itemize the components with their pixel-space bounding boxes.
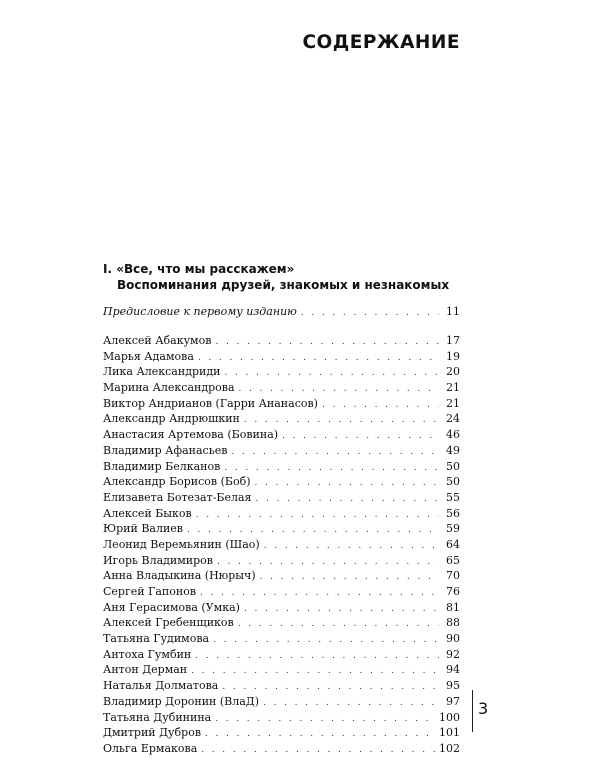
toc-entry[interactable] (103, 710, 460, 726)
toc-page-number: 102 (439, 741, 460, 755)
toc-page-number: 100 (439, 710, 460, 724)
toc-page-number: 59 (446, 522, 460, 536)
dot-leader (224, 366, 439, 382)
dot-leader (191, 664, 439, 680)
toc-entry-title: Антоха Гумбин (103, 647, 192, 661)
toc-page-number: 65 (446, 553, 460, 567)
toc-entry-title: Владимир Белканов (103, 459, 221, 473)
dot-leader (215, 335, 439, 351)
toc-entry-title: Наталья Долматова (103, 679, 219, 693)
toc-entry-title: Антон Дерман (103, 663, 188, 677)
toc-entry[interactable] (103, 537, 460, 553)
toc-page-number: 94 (446, 663, 460, 677)
dot-leader (231, 445, 439, 461)
dot-leader (322, 398, 439, 414)
toc-page-number: 95 (446, 679, 460, 693)
toc-page-number: 81 (446, 600, 460, 614)
toc-entry-title: Алексей Быков (103, 506, 192, 520)
dot-leader (196, 508, 439, 524)
dot-leader (263, 696, 439, 712)
toc-entry[interactable] (103, 490, 460, 506)
page-number: 3 (478, 699, 489, 718)
toc-entry-title: Александр Андрюшкин (103, 412, 240, 426)
toc-entry[interactable] (103, 647, 460, 663)
toc-entry-title: Елизавета Ботезат-Белая (103, 490, 252, 504)
toc-entry[interactable] (103, 694, 460, 710)
dot-leader (213, 633, 439, 649)
toc-page-number: 70 (446, 569, 460, 583)
toc-page-number: 56 (446, 506, 460, 520)
toc-entry-title: Виктор Андрианов (Гарри Ананасов) (103, 396, 318, 410)
dot-leader (195, 649, 439, 665)
toc-page-number: 11 (446, 305, 460, 318)
toc-entry[interactable] (103, 380, 460, 396)
toc-entry[interactable] (103, 662, 460, 678)
toc-page-number: 21 (446, 396, 460, 410)
toc-page-number: 46 (446, 428, 460, 442)
toc-entry-title: Татьяна Гудимова (103, 632, 210, 646)
page-title: СОДЕРЖАНИЕ (302, 32, 460, 53)
toc-page-number: 97 (446, 694, 460, 708)
toc-entry-title: Владимир Афанасьев (103, 443, 228, 457)
toc-entry-title: Лика Александриди (103, 365, 221, 379)
dot-leader (256, 492, 440, 508)
toc-entry[interactable] (103, 568, 460, 584)
toc-entry-title: Владимир Доронин (ВлаД) (103, 694, 260, 708)
dot-leader (264, 539, 439, 555)
dot-leader (238, 617, 439, 633)
toc-entry[interactable] (103, 725, 460, 741)
toc-entry-title: Юрий Валиев (103, 522, 183, 536)
toc-page-number: 88 (446, 616, 460, 630)
dot-leader (224, 461, 439, 477)
toc-page-number: 64 (446, 537, 460, 551)
toc-entry[interactable] (103, 443, 460, 459)
toc-page-number: 92 (446, 647, 460, 661)
toc-entry[interactable] (103, 349, 460, 365)
toc-entry-preface[interactable] (103, 305, 460, 320)
dot-leader (244, 602, 439, 618)
toc-entry-title: Татьяна Дубинина (103, 710, 212, 724)
toc-entry-title: Анастасия Артемова (Бовина) (103, 428, 279, 442)
toc-entry[interactable] (103, 584, 460, 600)
toc-entry[interactable] (103, 396, 460, 412)
dot-leader (260, 570, 439, 586)
toc-page-number: 50 (446, 475, 460, 489)
toc-entry[interactable] (103, 333, 460, 349)
dot-leader (198, 351, 439, 367)
toc-entry[interactable] (103, 615, 460, 631)
toc-entry[interactable] (103, 600, 460, 616)
toc-entry[interactable] (103, 506, 460, 522)
toc-entry-title: Ольга Ермакова (103, 741, 198, 755)
toc-entry-title: Аня Герасимова (Умка) (103, 600, 240, 614)
toc-entry-title: Игорь Владимиров (103, 553, 213, 567)
dot-leader (301, 306, 439, 320)
toc-entry-title: Сергей Гапонов (103, 585, 197, 598)
dot-leader (215, 712, 436, 728)
toc-entry-title: Марина Александрова (103, 381, 235, 395)
section-heading (103, 261, 453, 293)
toc-page-number: 49 (446, 443, 460, 457)
toc-page-number: 55 (446, 490, 460, 504)
toc-entry-title: Леонид Веремьянин (Шао) (103, 537, 260, 551)
toc-page-number: 19 (446, 349, 460, 363)
toc-entry[interactable] (103, 474, 460, 490)
toc-entry-title: Анна Владыкина (Нюрыч) (103, 569, 256, 583)
toc-entry[interactable] (103, 459, 460, 475)
toc-page-number: 90 (446, 632, 460, 646)
section-heading-line2: Воспоминания друзей, знакомых и незнакомых (117, 278, 450, 292)
toc-entry[interactable] (103, 631, 460, 647)
toc-entry[interactable] (103, 553, 460, 569)
toc-page-number: 50 (446, 459, 460, 473)
dot-leader (255, 476, 439, 492)
toc-entry[interactable] (103, 741, 460, 757)
toc-page-number: 17 (446, 334, 460, 347)
toc-entry[interactable] (103, 521, 460, 537)
folio-rule (472, 690, 473, 732)
toc-entry[interactable] (103, 364, 460, 380)
toc-entry-title: Дмитрий Дубров (103, 726, 202, 740)
toc-entry[interactable] (103, 678, 460, 694)
toc-entry-title: Алексей Абакумов (103, 334, 212, 347)
toc-page-number: 101 (439, 726, 460, 740)
toc-page-number: 76 (446, 585, 460, 598)
section-heading-line1: I. «Все, что мы расскажем» (103, 262, 295, 276)
toc-list (103, 333, 460, 757)
toc-entry-title: Марья Адамова (103, 349, 194, 363)
toc-page-number: 21 (446, 381, 460, 395)
dot-leader (282, 429, 439, 445)
toc-page-number: 20 (446, 365, 460, 379)
toc-entry-title: Алексей Гребенщиков (103, 616, 234, 630)
toc-entry[interactable] (103, 411, 460, 427)
toc-entry-title: Предисловие к первому изданию (103, 305, 297, 318)
toc-entry[interactable] (103, 427, 460, 443)
toc-page-number: 24 (446, 412, 460, 426)
toc-entry-title: Александр Борисов (Боб) (103, 475, 251, 489)
dot-leader (201, 743, 436, 759)
dot-leader (205, 727, 436, 743)
